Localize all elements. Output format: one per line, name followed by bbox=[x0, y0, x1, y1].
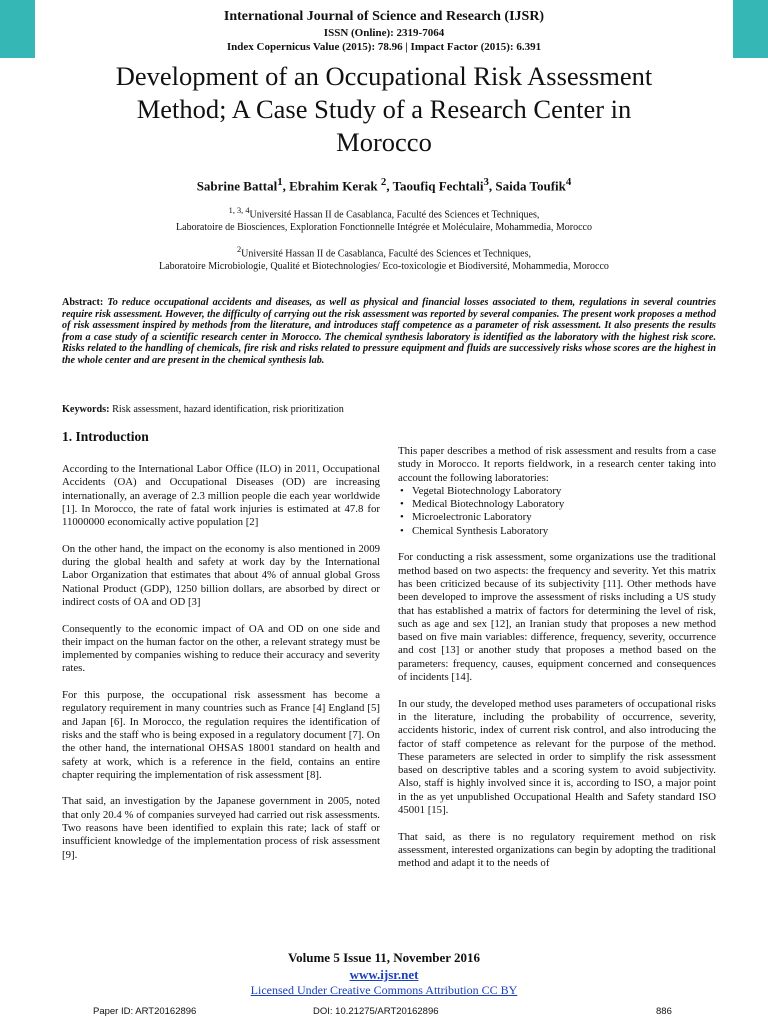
author-name: Ebrahim Kerak bbox=[289, 178, 378, 194]
paragraph: That said, as there is no regulatory requirement method on risk assessment, interested organizations can begin by adopting the traditional method and adapt it to the needs of bbox=[398, 830, 716, 870]
author-list: Sabrine Battal$^1$, Ebrahim Kerak $^2$, Taoufiq Fechtali$^3$, Saida Toufik$^4$ bbox=[196, 176, 572, 194]
section-heading: 1. Introduction bbox=[62, 429, 149, 444]
paragraph: According to the International Labor Office (ILO) in 2011, Occupational Accidents (OA) and Occupational Diseases (OD) are increasing internationally, an average of 2.3 million people die each year worldwide [1]. In Morocco, the rate of fatal work injuries is estimated at 47.8 for 11000000 economically active population [2] bbox=[62, 463, 380, 529]
lab-list bbox=[398, 485, 716, 538]
volume-issue: Volume 5 Issue 11, November 2016 bbox=[287, 950, 481, 965]
keywords bbox=[62, 404, 716, 415]
affiliation-line: Université Hassan II de Casablanca, Faculté des Sciences et Techniques, bbox=[241, 248, 532, 260]
paragraph: That said, an investigation by the Japanese government in 2005, noted that only 20.4 % of companies surveyed had carried out risk assessments. Two reasons have been identified to explain this rate; lack of staff or insufficient knowledge of the implementation process of risk assessment [9]. bbox=[62, 795, 380, 861]
paragraph: For conducting a risk assessment, some organizations use the traditional method based on two aspects: the frequency and severity. Yet this matrix has been criticized because of its subjectivity [11]. Other methods have been developed to improve the assessment of risks including a US study that has established a matrix of factors for determining the level of risk, such as age and sex [12], an Iranian study that proposes a new method based on five main variables: difference, frequency, severity, occurrence and cost [13] or another study that proposes a method based on the parameters: frequency, causes, equipment concerned and consequences of incidents [14]. bbox=[398, 551, 716, 684]
author-sup: 4 bbox=[565, 176, 572, 188]
paragraph: In our study, the developed method uses parameters of occupational risks in the literature, including the probability of occurrence, severity, accidents historic, index of current risk control, and also introducing the factor of staff competence as relevant for the purpose of the method. These parameters are selected in order to simplify the risk assessment based on descriptive tables and a scoring system to avoid subjectivity. Also, staff is highly involved since it is, according to ISO, a major point in the as yet unpublished Occupational Health and Safety standard ISO 45001 [15]. bbox=[398, 697, 716, 817]
page-number: 886 bbox=[656, 1006, 672, 1017]
author-name: Saida Toufik bbox=[495, 178, 566, 194]
affiliation-line: Laboratoire Microbiologie, Qualité et Biotechnologies/ Eco-toxicologie et Biodiversité, Mohammedia, Morocco bbox=[159, 261, 609, 273]
paragraph: On the other hand, the impact on the economy is also mentioned in 2009 during the global health and safety at work day by the International Labor Organization that estimates that about 4% of annual global Gross National Product (GDP), 1250 billion dollars, are absorbed by direct or indirect costs of OA and OD [3] bbox=[62, 542, 380, 608]
affiliation-sup: 2 bbox=[236, 245, 242, 254]
paragraph: For this purpose, the occupational risk assessment has become a regulatory requirement in many countries such as France [4] England [5] and Japan [6]. In Morocco, the regulation requires the identification of risks and the staff who is being exposed in a regulatory document [7]. On the other hand, the international OHSAS 18001 standard on health and safety at work, which is a reference in the field, contains an entire chapter requiring the implementation of risk assessment [8]. bbox=[62, 689, 380, 781]
author-name: Taoufiq Fechtali bbox=[392, 178, 484, 194]
paper-id: Paper ID: ART20162896 bbox=[93, 1006, 197, 1017]
list-item: • Vegetal Biotechnology Laboratory bbox=[398, 485, 716, 498]
author-sup: 3 bbox=[483, 176, 489, 188]
paragraph: This paper describes a method of risk assessment and results from a case study in Morocco. It reports fieldwork, in a research center taking into account the following laboratories: bbox=[398, 445, 716, 484]
author-sup: 1 bbox=[277, 176, 283, 188]
affiliation bbox=[0, 243, 768, 273]
title-line: Development of an Occupational Risk Assessment bbox=[115, 61, 653, 91]
list-item: • Medical Biotechnology Laboratory bbox=[398, 498, 716, 511]
right-column bbox=[398, 445, 716, 884]
abstract bbox=[62, 297, 716, 367]
affiliation-line: Université Hassan II de Casablanca, Faculté des Sciences et Techniques, bbox=[249, 209, 540, 221]
title-line: Method; A Case Study of a Research Center in bbox=[136, 94, 632, 124]
affiliation bbox=[0, 204, 768, 234]
abstract-label: Abstract: bbox=[62, 297, 104, 308]
journal-issn: ISSN (Online): 2319-7064 bbox=[323, 27, 445, 39]
keywords-label: Keywords: bbox=[62, 404, 110, 415]
paragraph: Consequently to the economic impact of OA and OD on one side and their impact on the human factor on the other, a relevant strategy must be implemented by companies wishing to reduce their accuracy and severity rates. bbox=[62, 622, 380, 675]
list-item: • Chemical Synthesis Laboratory bbox=[398, 525, 716, 538]
keywords-text: Risk assessment, hazard identification, risk prioritization bbox=[112, 404, 344, 415]
left-column bbox=[62, 428, 380, 875]
affiliation-line: Laboratoire de Biosciences, Exploration Fonctionnelle Intégrée et Moléculaire, Mohammedia, Morocco bbox=[176, 222, 592, 234]
title-line: Morocco bbox=[336, 127, 432, 157]
author-name: Sabrine Battal bbox=[196, 178, 278, 194]
author-sup: 2 bbox=[380, 176, 387, 188]
license-link[interactable]: Licensed Under Creative Commons Attribution CC BY bbox=[250, 983, 518, 997]
journal-index: Index Copernicus Value (2015): 78.96 | Impact Factor (2015): 6.391 bbox=[226, 41, 542, 53]
journal-url-link[interactable]: www.ijsr.net bbox=[349, 967, 419, 982]
journal-name: International Journal of Science and Research (IJSR) bbox=[223, 9, 545, 24]
list-item: • Microelectronic Laboratory bbox=[398, 511, 716, 524]
abstract-text: To reduce occupational accidents and diseases, as well as physical and financial losses associated to them, regulations in several countries require risk assessment. However, the difficulty of carrying out the risk assessment was reported by several companies. The present work proposes a method of risk assessment inspired by methods from the literature, and introduces staff competence as a parameter of risk assessment. It also presents the results from a case study of a scientific research center in Morocco. The chemical synthesis laboratory is identified as the laboratory with the highest risk score. Risks related to the handling of chemicals, fire risk and risks related to pressure equipment and fluids are successively risks whose scores are the highest in the whole center and are present in the chemical synthesis lab. bbox=[62, 297, 717, 366]
doi: DOI: 10.21275/ART20162896 bbox=[313, 1006, 439, 1017]
paper-title bbox=[50, 60, 718, 159]
affiliation-sup: 1, 3, 4 bbox=[228, 206, 250, 215]
